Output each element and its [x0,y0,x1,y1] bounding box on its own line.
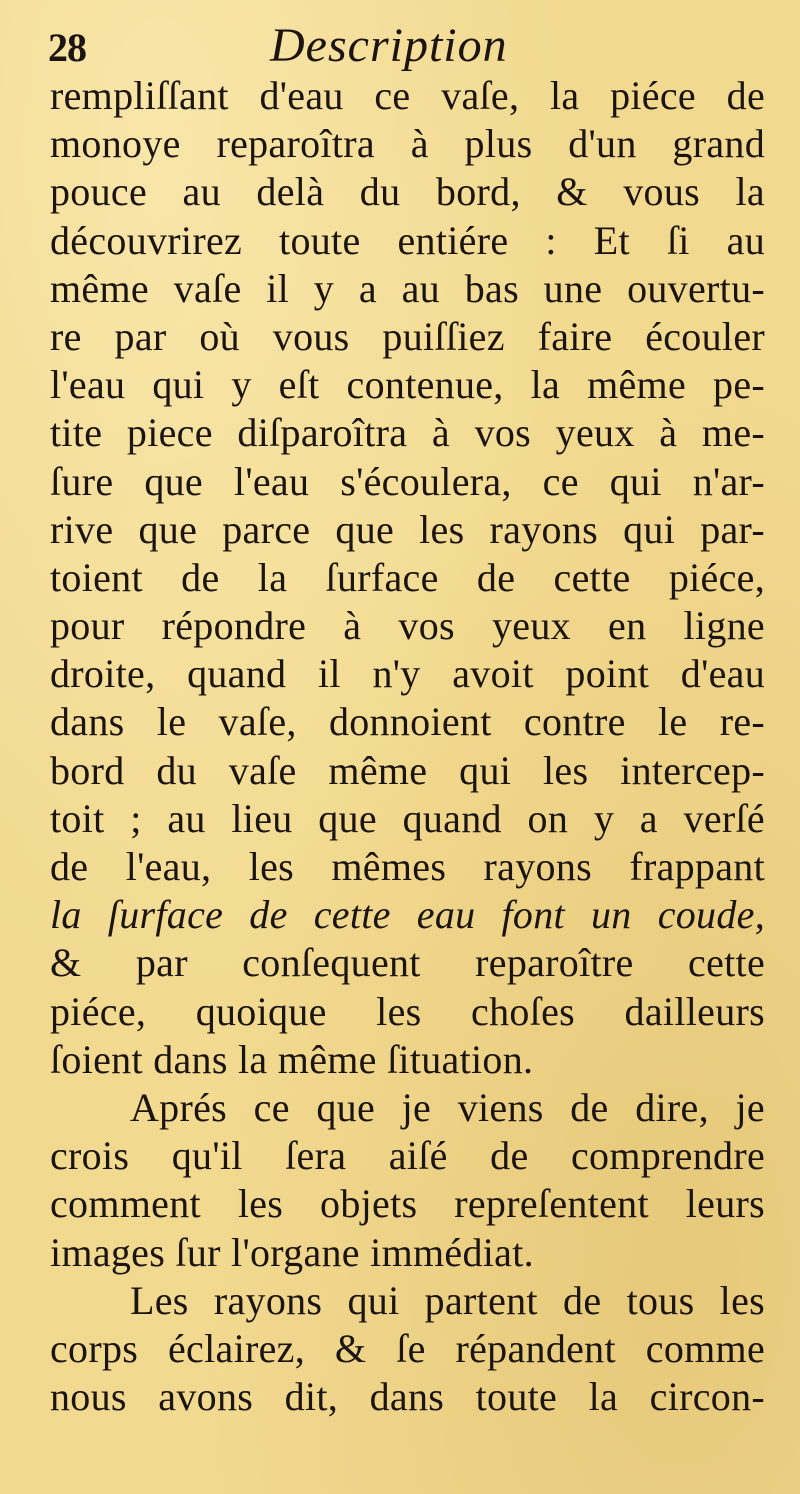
paragraph-start-line: Aprés ce que je viens de dire, je [130,1084,765,1130]
text-line: rempliſſant d'eau ce vaſe, la piéce de [50,73,765,118]
paragraph-end-line: images ſur l'organe immédiat. [50,1229,534,1275]
text-line: découvrirez toute entiére : Et ſi au [50,217,765,263]
running-head [48,18,768,78]
text-line: crois qu'il ſera aiſé de comprendre [50,1133,765,1179]
text-line: tite piece diſparoîtra à vos yeux à me- [50,410,765,456]
text-line: l'eau qui y eſt contenue, la même pe- [50,362,765,408]
text-line: dans le vaſe, donnoient contre le re- [50,699,765,745]
text-line: nous avons dit, dans toute la circon- [50,1374,765,1420]
text-line: bord du vaſe même qui les intercep- [50,747,765,793]
text-line: toit ; au lieu que quand on y a verſé [50,795,765,841]
text-line: & par conſequent reparoître cette [50,940,765,986]
text-line: monoye reparoîtra à plus d'un grand [50,121,765,167]
paragraph-end-line: ſoient dans la même ſituation. [50,1036,534,1082]
text-line: pour répondre à vos yeux en ligne [50,603,765,649]
text-line: piéce, quoique les choſes dailleurs [50,988,765,1034]
text-line: même vaſe il y a au bas une ouvertu- [50,265,765,311]
text-line: re par où vous puiſſiez faire écouler [50,313,765,359]
page-number: 28 [48,25,86,70]
body-text [50,72,765,1421]
text-line: rive que parce que les rayons qui par- [50,506,765,552]
running-title: Description [270,19,508,72]
paragraph-start-line: Les rayons qui partent de tous les [130,1277,765,1323]
text-line: ſure que l'eau s'écoulera, ce qui n'ar- [50,458,765,504]
text-line: la ſurface de cette eau font un coude, [50,892,765,938]
text-line: de l'eau, les mêmes rayons frappant [50,844,765,889]
text-line: pouce au delà du bord, & vous la [50,169,765,215]
text-line: comment les objets repreſentent leurs [50,1181,765,1227]
text-line: corps éclairez, & ſe répandent comme [50,1325,765,1371]
text-line: toient de la ſurface de cette piéce, [50,554,765,600]
text-line: droite, quand il n'y avoit point d'eau [50,651,765,697]
